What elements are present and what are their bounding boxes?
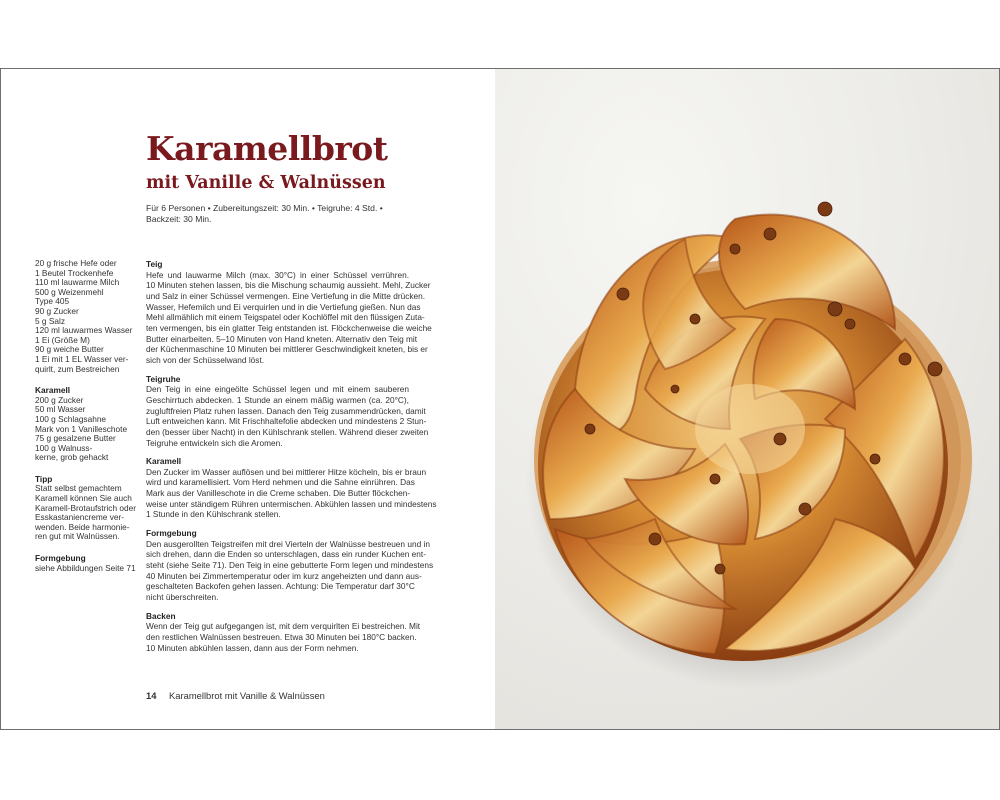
method-dough-heading: Teig xyxy=(146,259,163,269)
method-line: 1 Stunde in den Kühlschrank stellen. xyxy=(146,509,281,520)
tip-line: ren gut mit Walnüssen. xyxy=(35,531,120,542)
method-line: zugluftfreien Platz ruhen lassen. Danach den Teig zusammendrücken, damit xyxy=(146,405,426,416)
method-line: wird und karamellisiert. Vom Herd nehmen und die Sahne einrühren. Das xyxy=(146,477,415,488)
running-title: Karamellbrot mit Vanille & Walnüssen xyxy=(169,690,325,701)
ingredient-line: kerne, grob gehackt xyxy=(35,452,109,463)
right-page-photo xyxy=(495,68,1000,730)
ingredient-line: 90 g weiche Butter xyxy=(35,344,104,355)
walnut-piece xyxy=(799,503,811,515)
method-line: 40 Minuten bei Zimmertemperatur oder im kurz angeheizten und dann aus- xyxy=(146,570,422,581)
tip-line: Statt selbst gemachtem xyxy=(35,483,122,494)
method-baking-heading: Backen xyxy=(146,610,176,621)
method-line: Luft entweichen kann. Mit Frischhaltefolie abdecken und mindestens 2 Stun- xyxy=(146,416,427,427)
ingredients-caramel xyxy=(35,386,135,463)
method-line: Hefe und lauwarme Milch (max. 30°C) in einer Schüssel verrühren. xyxy=(146,269,409,280)
ingredients-column xyxy=(35,259,135,585)
method-line: Den ausgerollten Teigstreifen mit drei Vierteln der Walnüsse bestreuen und in xyxy=(146,538,430,549)
method-dough xyxy=(146,259,432,366)
method-shaping-heading: Formgebung xyxy=(146,528,197,539)
method-line: geschalteten Backofen gehen lassen. Achtung: Die Temperatur darf 30°C xyxy=(146,581,415,592)
recipe-title: Karamellbrot xyxy=(146,129,388,168)
method-shaping xyxy=(146,528,434,603)
book-spread xyxy=(0,68,1000,730)
method-caramel xyxy=(146,456,437,520)
walnut-piece xyxy=(715,564,725,574)
walnut-piece xyxy=(764,228,776,240)
method-column xyxy=(146,259,437,661)
method-line: der Küchenmaschine 10 Minuten bei mittlerer Geschwindigkeit kneten, bis er xyxy=(146,344,428,355)
walnut-piece xyxy=(671,385,679,393)
method-line: 10 Minuten abkühlen lassen, dann aus der Form nehmen. xyxy=(146,642,359,653)
method-line: sich drehen, dann die Enden so unterschlagen, dass ein runder Kuchen ent- xyxy=(146,549,426,560)
recipe-meta xyxy=(146,203,386,226)
tip-heading: Tipp xyxy=(35,473,53,484)
method-line: steht (siehe Seite 71). Den Teig in eine gebutterte Form legen und mindestens xyxy=(146,560,434,571)
recipe-meta-line: Backzeit: 30 Min. xyxy=(146,214,212,225)
ingredient-line: Type 405 xyxy=(35,296,70,307)
ingredient-line: 50 ml Wasser xyxy=(35,404,86,415)
page-footer xyxy=(146,690,325,701)
walnut-piece xyxy=(845,319,855,329)
ingredient-line: 5 g Salz xyxy=(35,315,65,326)
method-line: Geschirrtuch abdecken. 1 Stunde an einem mäßig warmen (ca. 20°C), xyxy=(146,394,409,405)
ingredients-dough xyxy=(35,259,135,374)
ingredient-line: 500 g Weizenmehl xyxy=(35,286,104,297)
tip-line: Karamell können Sie auch xyxy=(35,493,132,504)
walnut-piece xyxy=(690,314,700,324)
left-page xyxy=(0,68,495,730)
tip-line: Esskastaniencreme ver- xyxy=(35,512,124,523)
tip-line: Karamell-Brotaufstrich oder xyxy=(35,502,136,513)
walnut-piece xyxy=(585,424,595,434)
walnut-piece xyxy=(928,362,942,376)
recipe-subtitle: mit Vanille & Walnüssen xyxy=(146,173,386,193)
ingredient-line: quirlt, zum Bestreichen xyxy=(35,363,120,374)
walnut-piece xyxy=(649,533,661,545)
walnut-piece xyxy=(774,433,786,445)
bread-center-highlight xyxy=(695,384,805,474)
walnut-piece xyxy=(899,353,911,365)
ingredient-line: 75 g gesalzene Butter xyxy=(35,433,116,444)
bread-photo xyxy=(495,69,1000,730)
shaping-heading: Formgebung xyxy=(35,553,86,564)
ingredients-tip xyxy=(35,475,135,542)
method-line: und Salz in einer Schüssel vermengen. Eine Vertiefung in die Mitte drücken. xyxy=(146,290,426,301)
tip-line: wenden. Beide harmonie- xyxy=(35,521,130,532)
walnut-piece xyxy=(870,454,880,464)
method-rest-heading: Teigruhe xyxy=(146,373,181,384)
method-line: Teigruhe entwickeln sich die Aromen. xyxy=(146,437,283,448)
ingredient-line: 100 g Walnuss- xyxy=(35,442,93,453)
ingredient-line: 1 Ei (Größe M) xyxy=(35,334,90,345)
method-line: weise unter ständigem Rühren untermischen. Abkühlen lassen und mindestens xyxy=(146,498,437,509)
ingredient-line: 120 ml lauwarmes Wasser xyxy=(35,325,133,336)
method-rest xyxy=(146,373,429,449)
method-line: Den Teig in eine eingeölte Schüssel legen und mit einem sauberen xyxy=(146,384,409,395)
method-line: Mehl allmählich mit einem Teigspatel oder Kochlöffel mit den flüssigen Zuta- xyxy=(146,312,425,323)
shaping-line: siehe Abbildungen Seite 71 xyxy=(35,562,136,573)
method-caramel-heading: Karamell xyxy=(146,456,182,467)
method-line: den restlichen Walnüssen bestreuen. Etwa 30 Minuten bei 180°C backen. xyxy=(146,632,417,642)
ingredients-caramel-heading: Karamell xyxy=(35,385,71,396)
method-line: sich von der Schüsselwand löst. xyxy=(146,354,265,365)
method-line: 10 Minuten stehen lassen, bis die Mischung schaumig aussieht. Mehl, Zucker xyxy=(146,280,431,291)
ingredient-line: Mark von 1 Vanilleschote xyxy=(35,423,128,434)
ingredient-line: 1 Beutel Trockenhefe xyxy=(35,267,114,278)
page-number: 14 xyxy=(146,690,157,701)
walnut-piece xyxy=(617,288,629,300)
ingredient-line: 1 Ei mit 1 EL Wasser ver- xyxy=(35,353,129,364)
recipe-meta-line: Für 6 Personen • Zubereitungszeit: 30 Min. • Teigruhe: 4 Std. • xyxy=(146,203,383,213)
ingredient-line: 110 ml lauwarme Milch xyxy=(35,277,120,288)
method-line: Wasser, Hefemilch und Ei verquirlen und in die Vertiefung gießen. Nun das xyxy=(146,301,421,312)
walnut-piece xyxy=(818,202,832,216)
method-line: Mark aus der Vanilleschote in die Creme schaben. Die Butter flöckchen- xyxy=(146,488,411,499)
ingredient-line: 100 g Schlagsahne xyxy=(35,413,107,424)
ingredient-line: 90 g Zucker xyxy=(35,305,79,316)
walnut-piece xyxy=(730,244,740,254)
walnut-piece xyxy=(828,302,842,316)
ingredient-line: 200 g Zucker xyxy=(35,394,84,405)
method-line: ten vermengen, bis ein glatter Teig entstanden ist. Flöckchenweise die weiche xyxy=(146,322,432,333)
method-baking xyxy=(146,610,421,654)
method-line: Den Zucker im Wasser auflösen und bei mittlerer Hitze köcheln, bis er braun xyxy=(146,466,427,477)
ingredients-shaping xyxy=(35,554,135,573)
method-line: Wenn der Teig gut aufgegangen ist, mit dem verquirlten Ei bestreichen. Mit xyxy=(146,621,421,632)
method-line: Butter einarbeiten. 5–10 Minuten von Hand kneten. Alternativ den Teig mit xyxy=(146,333,418,344)
method-line: nicht überschreiten. xyxy=(146,592,219,603)
ingredient-line: 20 g frische Hefe oder xyxy=(35,258,117,268)
method-line: den (besser über Nacht) in den Kühlschrank stellen. Während dieser zweiten xyxy=(146,426,429,437)
walnut-piece xyxy=(710,474,720,484)
